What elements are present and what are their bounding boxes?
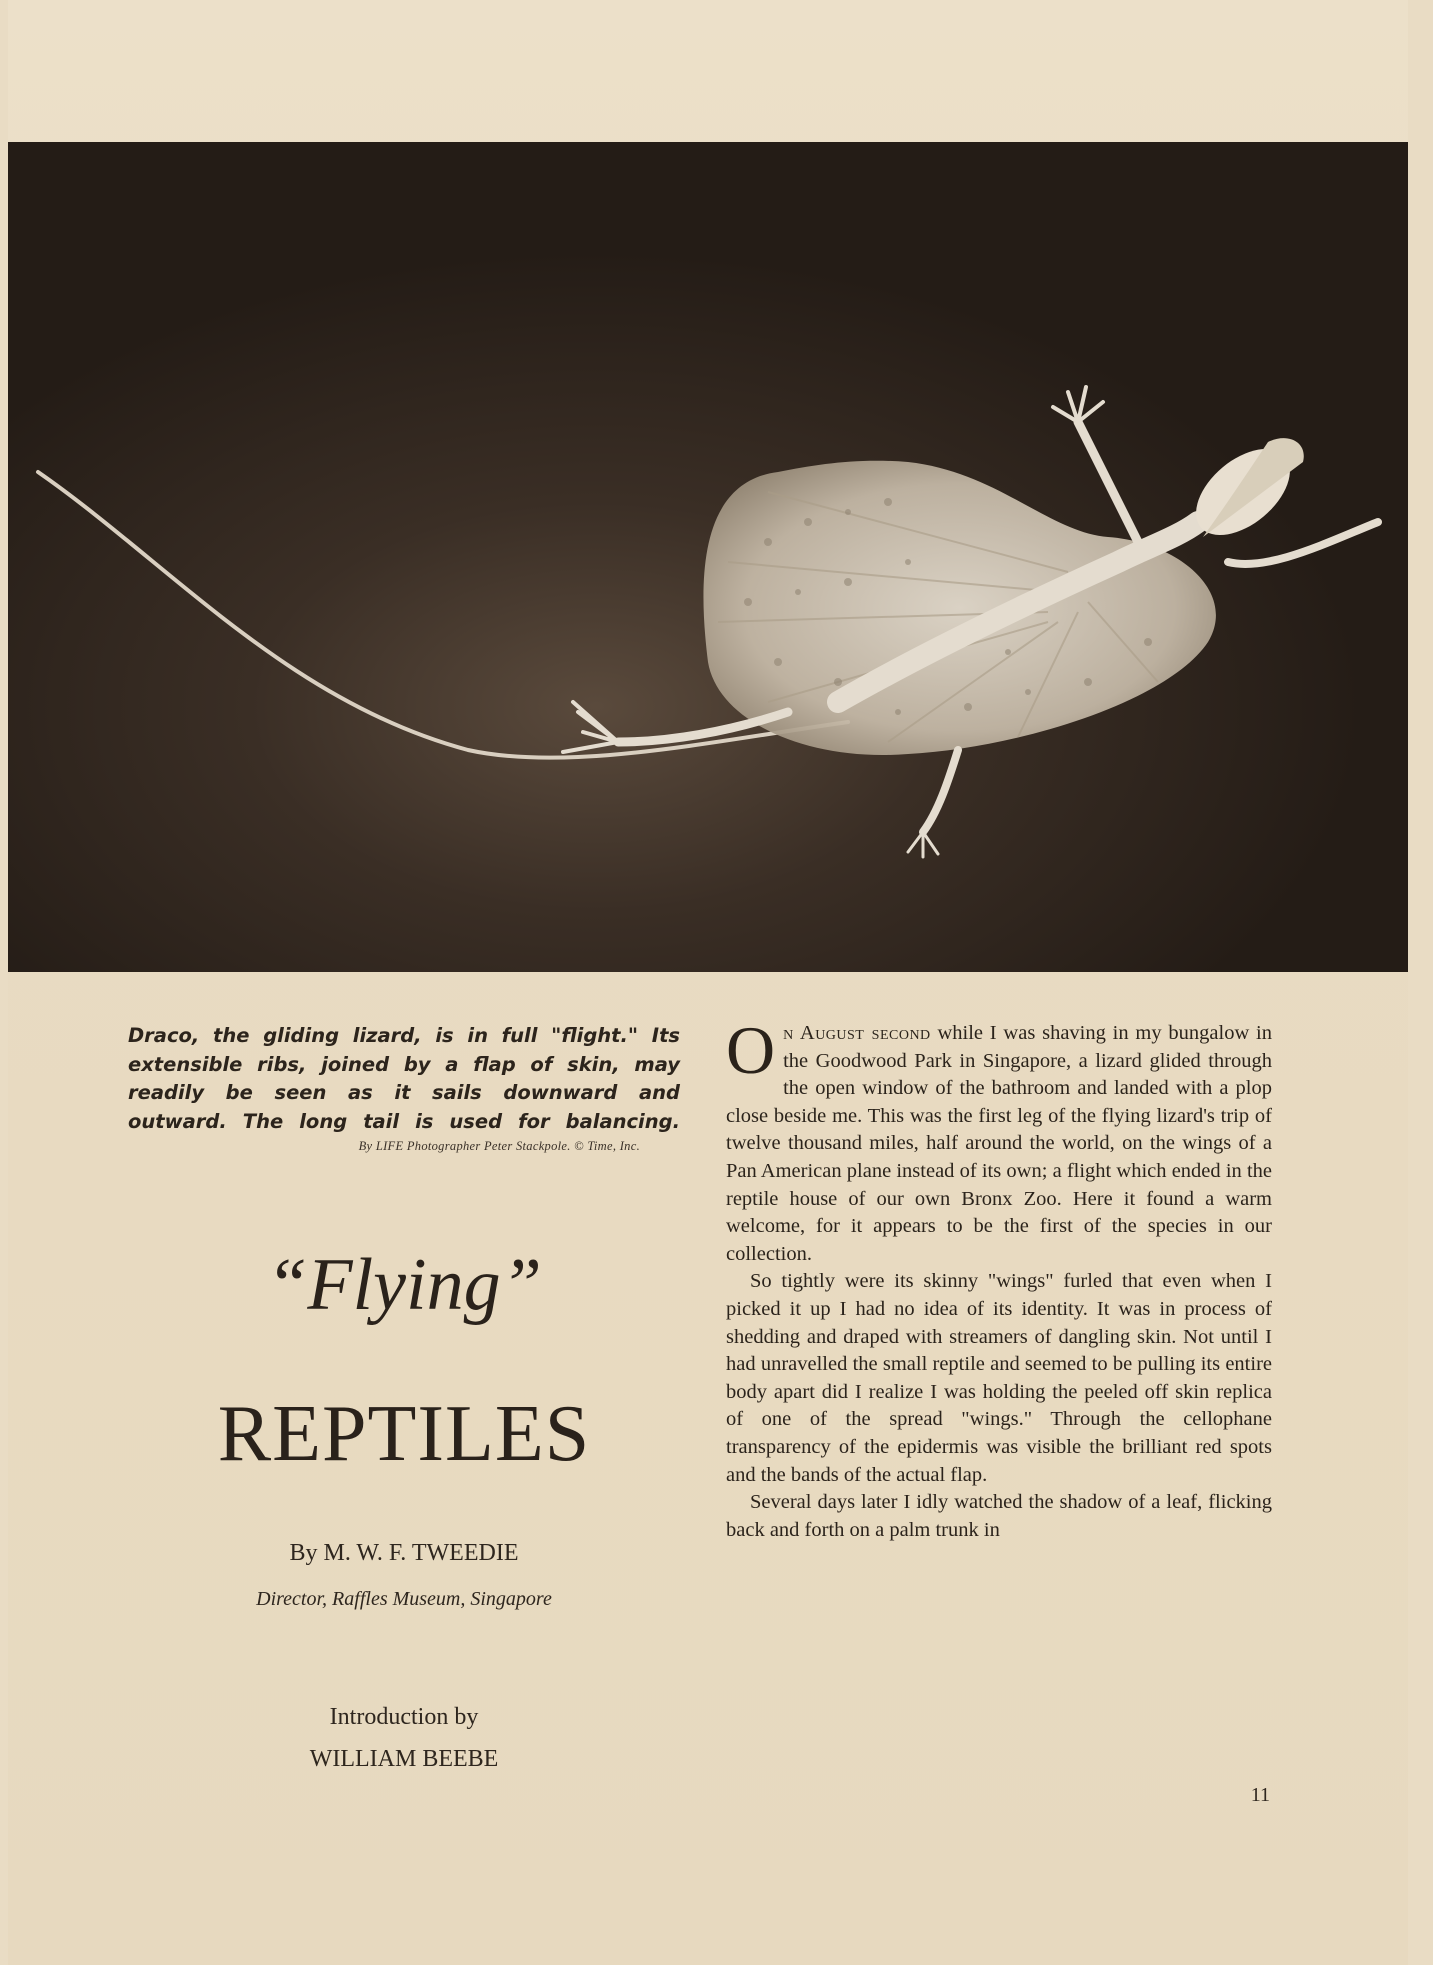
title-flying: “Flying”	[266, 1244, 542, 1326]
photo-credit: By LIFE Photographer Peter Stackpole. © Time, Inc.	[358, 1139, 640, 1153]
title-reptiles: REPTILES	[217, 1390, 591, 1478]
article-body	[726, 1012, 1272, 1544]
lead-in-smallcaps: n August second	[783, 1022, 931, 1044]
introduction-author: WILLIAM BEEBE	[309, 1746, 499, 1772]
lizard-illustration	[8, 142, 1408, 972]
page-number: 11	[1250, 1784, 1270, 1806]
magazine-page	[8, 0, 1408, 1965]
article-paragraph-1	[726, 1012, 1272, 1268]
article-paragraph-3: Several days later I idly watched the shadow of a leaf, flicking back and forth on a palm trunk in	[726, 1491, 1272, 1541]
introduction-label: Introduction by	[329, 1704, 479, 1730]
gliding-lizard-photo	[8, 142, 1408, 972]
drop-cap: O	[726, 1012, 776, 1088]
article-paragraph-2: So tightly were its skinny "wings" furled that even when I picked it up I had no idea of its identity. It was in process of shedding and draped with streamers of dangling skin. Not until I had unravelled the small reptile and seemed to be pulling its entire body apart did I realize I was holding the peeled off skin replica of one of the spread "wings." Through the cellophane transparency of the epidermis was visible the brilliant red spots and the bands of the actual flap.	[726, 1270, 1272, 1486]
photo-caption-block	[128, 1022, 680, 1154]
paragraph-1-text: while I was shaving in my bungalow in the Goodwood Park in Singapore, a lizard glided through the open window of the bathroom and landed with a plop close beside me. This was the first leg of the flying lizard's trip of twelve thousand miles, half around the world, on the wings of a Pan American plane instead of its own; a flight which ended in the reptile house of our own Bronx Zoo. Here it found a warm welcome, for it appears to be the first of the species in our collection.	[726, 1022, 1272, 1265]
author-byline: By M. W. F. TWEEDIE	[289, 1540, 519, 1566]
photo-caption: Draco, the gliding lizard, is in full "flight." Its extensible ribs, joined by a flap of skin, may readily be seen as it sails downward and outward. The long tail is used for balancing.	[128, 1024, 680, 1133]
introduction-credit	[128, 1696, 680, 1780]
author-position: Director, Raffles Museum, Singapore	[256, 1588, 552, 1610]
